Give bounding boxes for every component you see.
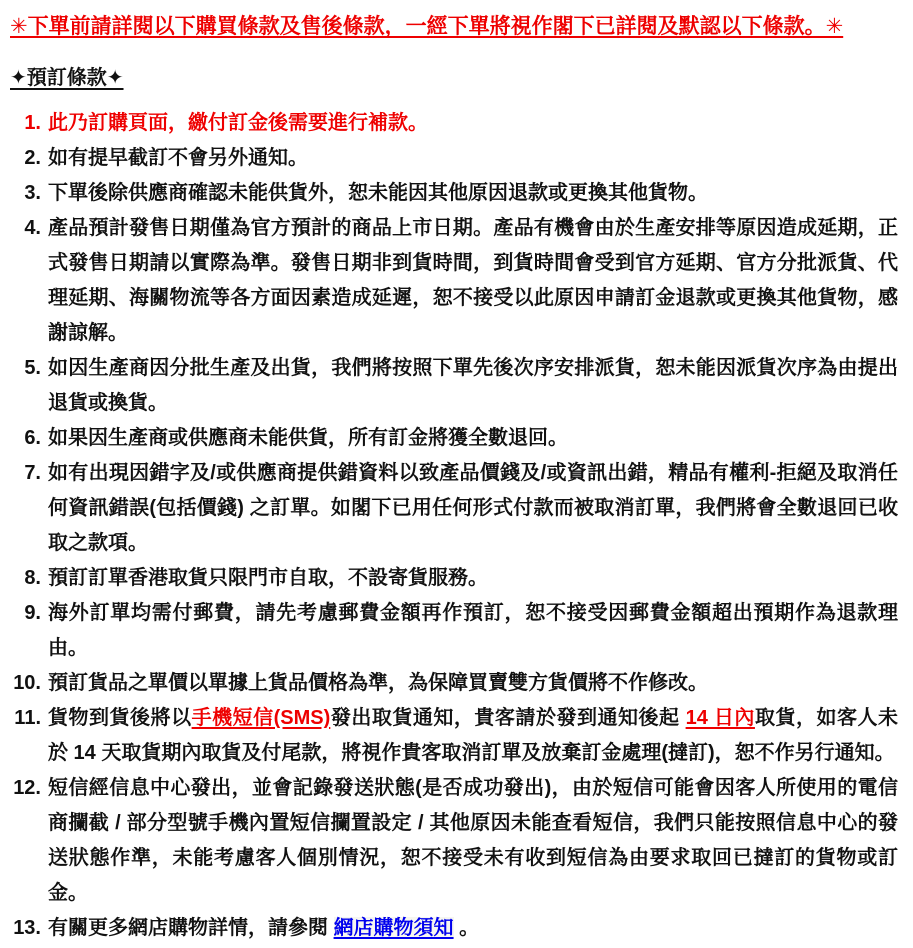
term-text: 預訂貨品之單價以單據上貨品價格為準，為保障買賣雙方貨價將不作修改。 <box>48 672 708 694</box>
term-item <box>10 456 898 561</box>
term-number: 4. <box>24 217 41 239</box>
highlighted-term-text: 手機短信(SMS) <box>191 707 331 729</box>
term-number: 5. <box>24 357 41 379</box>
term-text: 預訂訂單香港取貨只限門市自取，不設寄貨服務。 <box>48 567 488 589</box>
term-number: 12. <box>13 777 41 799</box>
term-text: 發出取貨通知，貴客請於發到通知後起 <box>330 707 686 729</box>
term-text: 此乃訂購頁面，繳付訂金後需要進行補款。 <box>48 112 428 134</box>
term-number: 8. <box>24 567 41 589</box>
purchase-notice-banner: ✳下單前請詳閱以下購買條款及售後條款，一經下單將視作閣下已詳閱及默認以下條款。✳ <box>10 15 844 38</box>
term-text: 取貨，如客人未於 14 天取貨期內取貨及付尾款，將視作貴客取消訂單及放棄訂金處理(撻訂)，恕不作另行通知。 <box>48 707 899 764</box>
term-item <box>10 351 898 421</box>
term-item <box>10 211 898 351</box>
shop-guide-link[interactable]: 網店購物須知 <box>333 917 454 939</box>
term-number: 3. <box>24 182 41 204</box>
term-number: 2. <box>24 147 41 169</box>
term-number: 7. <box>24 462 41 484</box>
term-item <box>10 771 898 911</box>
term-text: 。 <box>453 917 480 939</box>
term-text: 如果因生產商或供應商未能供貨，所有訂金將獲全數退回。 <box>48 427 568 449</box>
terms-list <box>10 106 898 946</box>
highlighted-term-text: 14 日內 <box>685 707 755 729</box>
term-number: 11. <box>14 707 41 729</box>
term-item <box>10 141 898 176</box>
term-text: 產品預計發售日期僅為官方預計的商品上市日期。產品有機會由於生產安排等原因造成延期，正式發售日期請以實際為準。發售日期非到貨時間，到貨時間會受到官方延期、官方分批派貨、代理延期、海關物流等各方面因素造成延遲，恕不接受以此原因申請訂金退款或更換其他貨物，感謝諒解。 <box>48 217 898 344</box>
term-item <box>10 701 898 771</box>
term-text: 有關更多網店購物詳情，請參閱 <box>48 917 334 939</box>
term-item <box>10 666 898 701</box>
term-item <box>10 176 898 211</box>
term-item <box>10 561 898 596</box>
term-number: 13. <box>13 917 41 939</box>
term-number: 10. <box>13 672 41 694</box>
term-text: 短信經信息中心發出，並會記錄發送狀態(是否成功發出)，由於短信可能會因客人所使用的電信商攔截 / 部分型號手機內置短信攔置設定 / 其他原因未能查看短信，我們只能按照信息中心的發送狀態作準，未能考慮客人個別情況，恕不接受未有收到短信為由要求取回已撻訂的貨物或訂金。 <box>48 777 898 904</box>
term-text: 如因生產商因分批生產及出貨，我們將按照下單先後次序安排派貨，恕未能因派貨次序為由提出退貨或換貨。 <box>48 357 898 414</box>
term-text: 海外訂單均需付郵費，請先考慮郵費金額再作預訂，恕不接受因郵費金額超出預期作為退款理由。 <box>48 602 898 659</box>
preorder-terms-heading: ✦預訂條款✦ <box>10 67 124 89</box>
term-text: 如有出現因錯字及/或供應商提供錯資料以致產品價錢及/或資訊出錯，精品有權利-拒絕及取消任何資訊錯誤(包括價錢) 之訂單。如閣下已用任何形式付款而被取消訂單，我們將會全數退回已收取之款項。 <box>48 462 898 554</box>
term-text: 貨物到貨後將以 <box>48 707 192 729</box>
term-text: 下單後除供應商確認未能供貨外，恕未能因其他原因退款或更換其他貨物。 <box>48 182 708 204</box>
term-item <box>10 596 898 666</box>
term-number: 1. <box>24 112 41 134</box>
section-heading-row <box>10 64 898 92</box>
term-item <box>10 106 898 141</box>
term-item <box>10 911 898 946</box>
term-text: 如有提早截訂不會另外通知。 <box>48 147 308 169</box>
term-number: 6. <box>24 427 41 449</box>
term-number: 9. <box>24 602 41 624</box>
term-item <box>10 421 898 456</box>
